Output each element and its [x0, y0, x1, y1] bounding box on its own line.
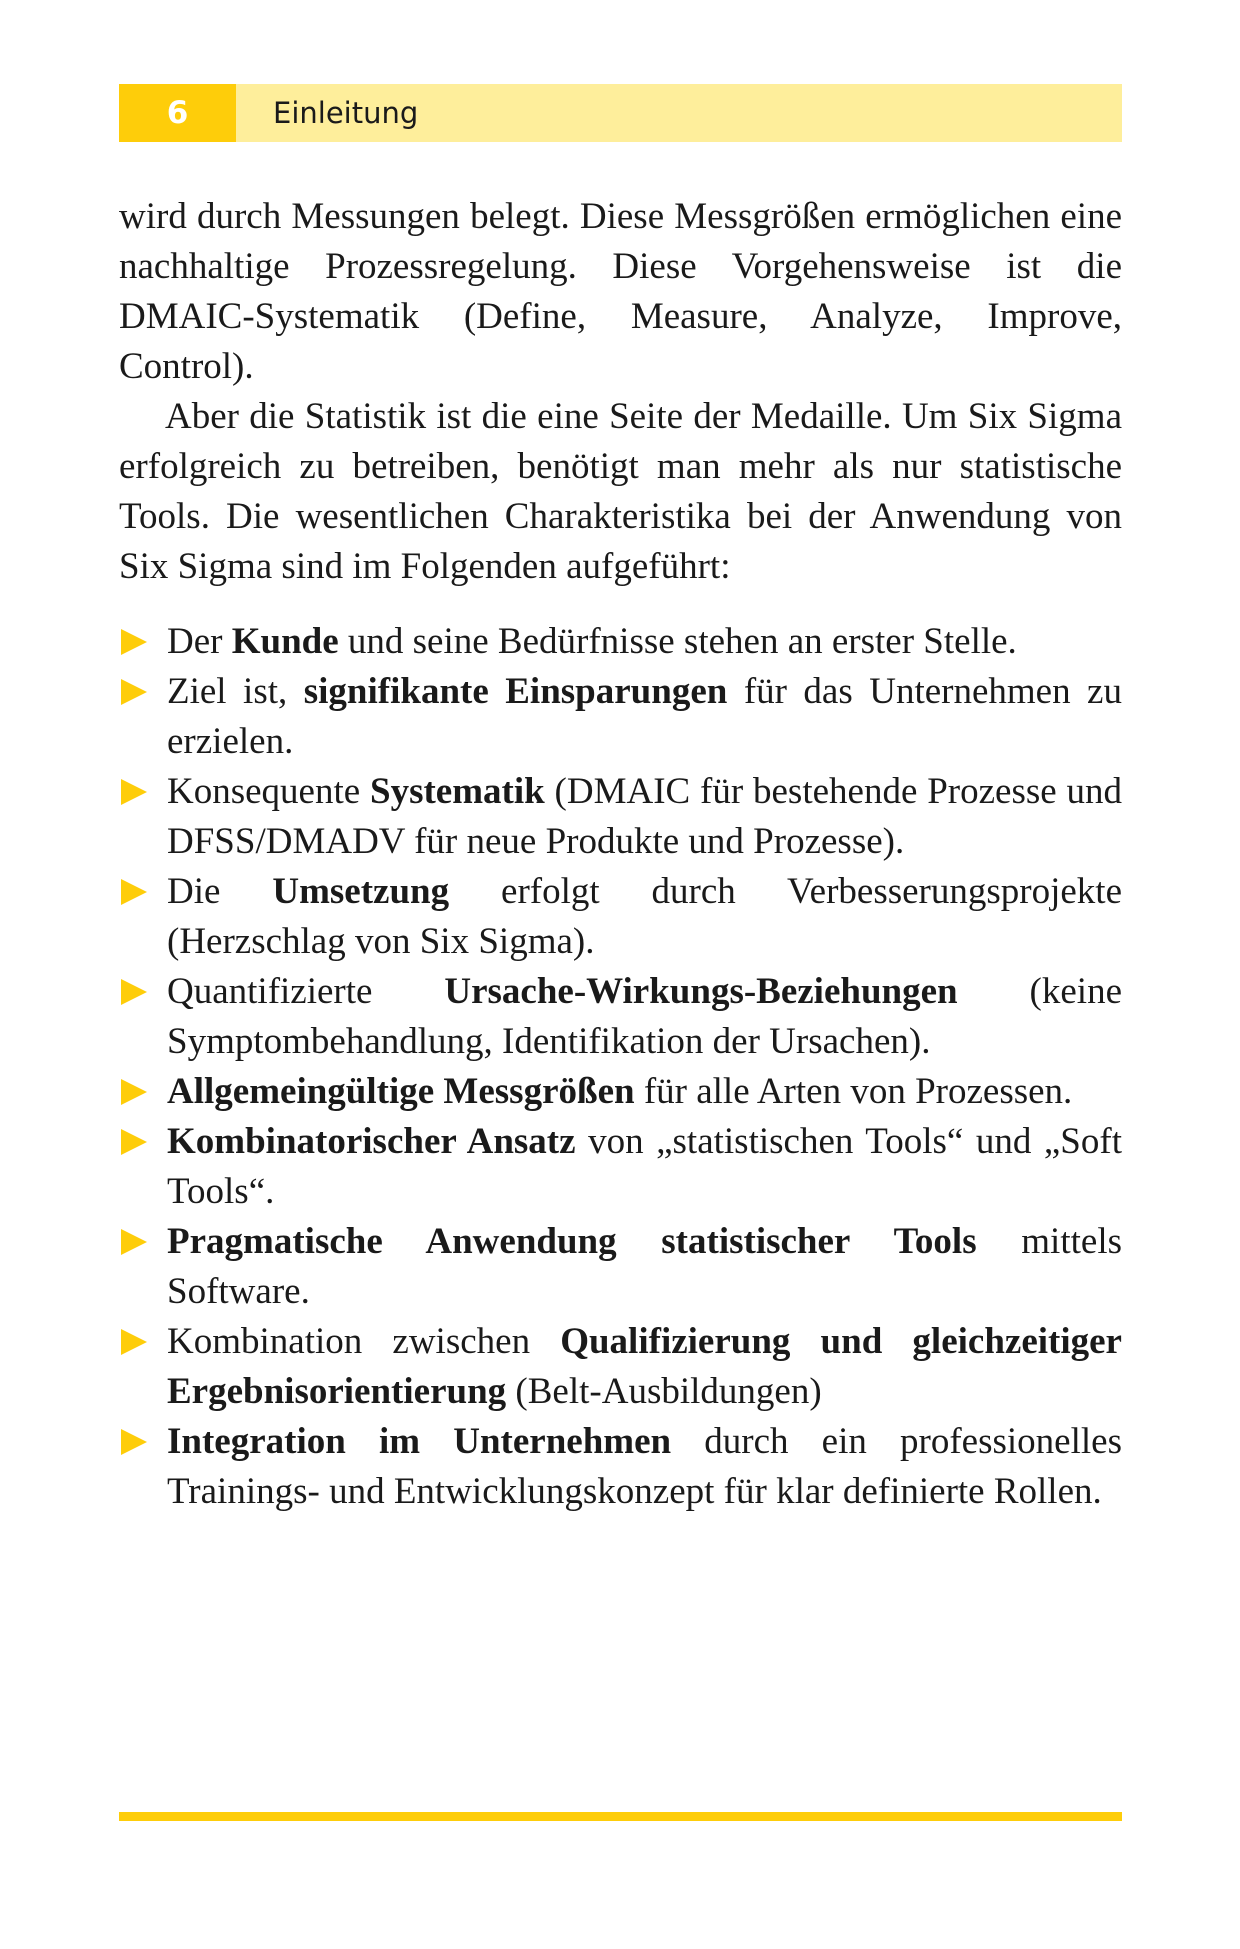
triangle-bullet-icon [121, 1329, 147, 1355]
list-item: Ziel ist, signifikante Einsparungen für das Unternehmen zu erzielen. [119, 667, 1122, 767]
list-item: Die Umsetzung erfolgt durch Verbesserungsprojekte (Herzschlag von Six Sigma). [119, 867, 1122, 967]
characteristics-list [119, 617, 1122, 1517]
triangle-bullet-icon [121, 1129, 147, 1155]
book-page [119, 0, 1122, 1949]
paragraph: wird durch Messungen belegt. Diese Messgrößen ermöglichen eine nachhaltige Prozessregelung. Diese Vorgehensweise ist die DMAIC-Systematik (Define, Measure, Analyze, Improve, Control). [119, 196, 1122, 387]
triangle-bullet-icon [121, 1079, 147, 1105]
triangle-bullet-icon [121, 629, 147, 655]
running-header [119, 84, 1122, 142]
triangle-bullet-icon [121, 1429, 147, 1455]
triangle-bullet-icon [121, 879, 147, 905]
footer-rule [119, 1812, 1122, 1821]
list-item: Kombinatorischer Ansatz von „statistischen Tools“ und „Soft Tools“. [119, 1117, 1122, 1217]
chapter-title: Einleitung [273, 96, 419, 130]
list-item: Kombination zwischen Qualifizierung und gleichzeitiger Ergebnisorientierung (Belt-Ausbildungen) [119, 1317, 1122, 1417]
list-item: Integration im Unternehmen durch ein professionelles Trainings- und Entwicklungskonzept für klar definierte Rollen. [119, 1417, 1122, 1517]
paragraph: Aber die Statistik ist die eine Seite der Medaille. Um Six Sigma erfolgreich zu betreiben, benötigt man mehr als nur statistische Tools. Die wesentlichen Charakteristika bei der Anwendung von Six Sigma sind im Folgenden aufgeführt: [119, 396, 1122, 587]
list-item: Konsequente Systematik (DMAIC für bestehende Prozesse und DFSS/DMADV für neue Produkte und Prozesse). [119, 767, 1122, 867]
list-item: Quantifizierte Ursache-Wirkungs-Beziehungen (keine Symptombehandlung, Identifikation der Ursachen). [119, 967, 1122, 1067]
list-item: Pragmatische Anwendung statistischer Tools mittels Software. [119, 1217, 1122, 1317]
page-number: 6 [119, 84, 236, 142]
triangle-bullet-icon [121, 979, 147, 1005]
triangle-bullet-icon [121, 779, 147, 805]
triangle-bullet-icon [121, 1229, 147, 1255]
list-item: Der Kunde und seine Bedürfnisse stehen an erster Stelle. [119, 617, 1122, 667]
triangle-bullet-icon [121, 679, 147, 705]
body-text [119, 192, 1122, 1517]
list-item: Allgemeingültige Messgrößen für alle Arten von Prozessen. [119, 1067, 1122, 1117]
